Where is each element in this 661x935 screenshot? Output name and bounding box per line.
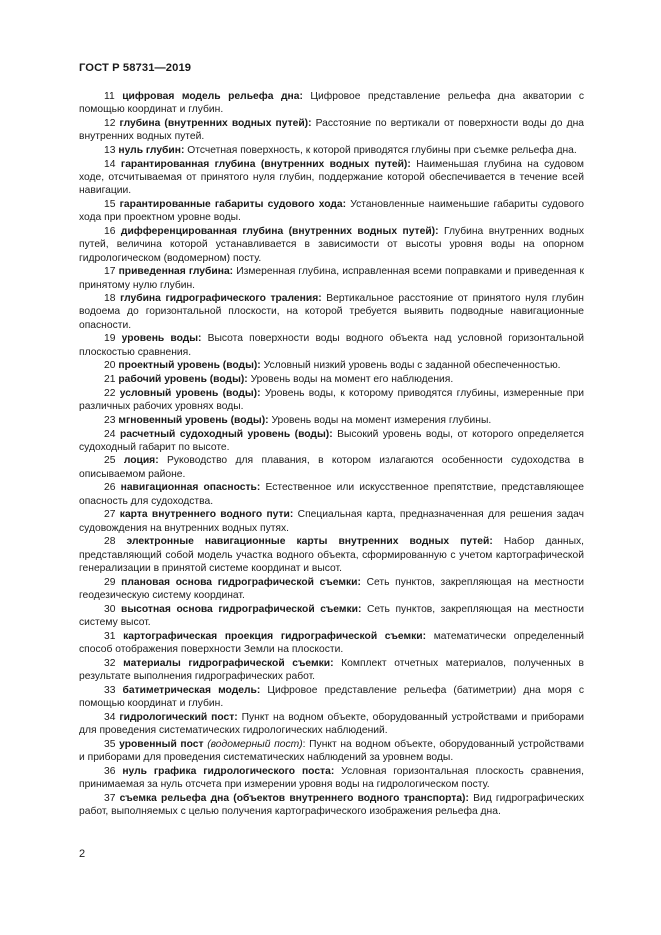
entry-definition: Высокий уровень воды, от которого определяется судоходный габарит по высоте.	[79, 428, 584, 453]
definition-entry	[79, 481, 584, 508]
entry-definition: Уровень воды на момент измерения глубины.	[271, 414, 492, 426]
entry-definition: математически определенный способ отображения поверхности Земли на плоскости.	[79, 630, 584, 655]
definition-entry	[79, 359, 584, 372]
entry-number: 28	[104, 536, 116, 548]
definition-entry	[79, 387, 584, 414]
entry-definition: Уровень воды, к которому приводятся глубины, измеренные при различных рабочих уровнях воды.	[79, 387, 584, 413]
entry-term: рабочий уровень (воды):	[118, 374, 248, 386]
definition-entry	[79, 792, 584, 819]
entry-term: мгновенный уровень (воды):	[118, 414, 269, 426]
entry-number: 23	[104, 414, 116, 426]
definition-entry	[79, 508, 584, 535]
entry-number: 21	[104, 374, 116, 386]
entry-definition: Измеренная глубина, исправленная всеми поправками и приведенная к принятому нулю глубин.	[79, 266, 584, 291]
definition-entry	[79, 198, 584, 225]
entry-number: 27	[104, 509, 116, 521]
entry-definition: Расстояние по вертикали от поверхности воды до дна внутренних водных путей.	[79, 117, 584, 143]
entry-number: 19	[104, 333, 116, 345]
definition-entry	[79, 603, 584, 630]
entry-definition: Специальная карта, предназначенная для решения задач судовождения на внутренних водных путях.	[79, 509, 584, 534]
entry-number: 37	[104, 792, 116, 804]
entry-term: дифференцированная глубина (внутренних водных путей):	[120, 225, 439, 237]
definition-entry	[79, 144, 584, 157]
entry-number: 11	[104, 91, 115, 102]
definition-entry	[79, 292, 584, 332]
entry-term: материалы гидрографической съемки:	[123, 657, 334, 669]
entry-number: 34	[104, 711, 116, 723]
entry-definition: Цифровое представление рельефа (батиметрии) дна моря с помощью координат и глубин.	[79, 684, 584, 709]
entry-term: глубина гидрографического траления:	[120, 293, 322, 305]
entry-definition: Глубина внутренних водных путей, величина которой устанавливается в зависимости от высоты уровня воды на опорном гидрологическом (водомерном) посту.	[79, 225, 584, 264]
entry-term: батиметрическая модель:	[122, 684, 261, 696]
entry-term: гарантированные габариты судового хода:	[119, 198, 347, 210]
entry-synonym: (водомерный пост)	[207, 738, 303, 750]
definition-entry	[79, 332, 584, 359]
definition-entry	[79, 576, 584, 603]
entry-number: 14	[104, 158, 116, 170]
definition-entry	[79, 535, 584, 575]
entry-term: нуль глубин:	[118, 144, 185, 156]
entry-definition: Цифровое представление рельефа дна акватории с помощью координат и глубин.	[79, 91, 584, 116]
entry-term: карта внутреннего водного пути:	[119, 509, 294, 521]
definition-entry	[79, 265, 584, 292]
definition-entry	[79, 630, 584, 657]
entry-term: гидрологический пост:	[119, 711, 238, 723]
definition-entry	[79, 414, 584, 427]
entry-definition: Условный низкий уровень воды с заданной обеспеченностью.	[263, 360, 561, 372]
entry-definition: Уровень воды на момент его наблюдения.	[250, 374, 454, 386]
definition-entry	[79, 373, 584, 386]
entry-number: 12	[104, 117, 116, 129]
entry-number: 26	[104, 482, 116, 494]
entry-number: 16	[104, 225, 116, 237]
entry-definition: Сеть пунктов, закрепляющая на местности систему высот.	[79, 603, 584, 628]
entry-number: 24	[104, 428, 116, 440]
entry-definition: Высота поверхности воды водного объекта над условной горизонтальной плоскостью сравнения.	[79, 333, 584, 358]
entry-number: 22	[104, 387, 116, 399]
entry-definition: Набор данных, представляющий собой модель участка водного объекта, сформированную с учетом картографической генерализации в принятой системе координат и высот.	[79, 536, 584, 575]
definition-entry	[79, 225, 584, 265]
entry-number: 33	[104, 684, 116, 696]
entry-number: 29	[104, 576, 116, 588]
definition-entry	[79, 454, 584, 481]
entry-term: нуль графика гидрологического поста:	[122, 765, 335, 777]
definition-entry	[79, 765, 584, 792]
entry-definition: Естественное или искусственное препятствие, представляющее опасность для судоходства.	[79, 482, 584, 507]
entry-definition: Руководство для плавания, в котором излагаются особенности судоходства в описываемом районе.	[79, 455, 584, 480]
entry-definition: Установленные наименьшие габариты судового хода при проектном уровне воды.	[79, 198, 584, 224]
entry-term: навигационная опасность:	[120, 482, 261, 494]
document-header: ГОСТ Р 58731—2019	[79, 62, 192, 74]
entry-number: 13	[104, 144, 116, 156]
entry-definition: : Пункт на водном объекте, оборудованный устройствами и приборами для проведения систематических наблюдений за уровнем воды.	[79, 738, 584, 763]
entry-number: 35	[104, 738, 116, 750]
entry-number: 36	[104, 765, 116, 777]
entry-term: электронные навигационные карты внутренних водных путей:	[126, 536, 493, 548]
entry-definition: Комплект отчетных материалов, полученных в результате выполнения гидрографических работ.	[79, 657, 584, 682]
entry-term: высотная основа гидрографической съемки:	[121, 603, 362, 615]
definition-entry	[79, 711, 584, 738]
entry-number: 20	[104, 360, 116, 372]
entry-definition: Пункт на водном объекте, оборудованный устройствами и приборами для проведения систематических гидрологических наблюдений.	[79, 711, 584, 736]
entry-number: 15	[104, 198, 116, 210]
entry-term: приведенная глубина:	[118, 266, 234, 278]
entry-definition: Вид гидрографических работ, выполняемых с целью получения картографического изображения рельефа дна.	[79, 792, 584, 817]
entry-number: 30	[104, 603, 116, 615]
entry-term: глубина (внутренних водных путей):	[119, 117, 312, 129]
definition-entry	[79, 428, 584, 455]
definition-entry	[79, 738, 584, 765]
entry-term: уровенный пост	[119, 738, 204, 750]
definitions-list	[79, 90, 584, 819]
entry-definition: Отсчетная поверхность, к которой приводятся глубины при съемке рельефа дна.	[187, 144, 577, 156]
page-number: 2	[79, 848, 86, 860]
entry-number: 17	[104, 266, 116, 278]
entry-term: картографическая проекция гидрографической съемки:	[123, 630, 427, 642]
entry-definition: Условная горизонтальная плоскость сравнения, принимаемая за нуль отсчета при измерении уровня воды на гидрологическом посту.	[79, 765, 584, 790]
definition-entry	[79, 684, 584, 711]
entry-term: съемка рельефа дна (объектов внутреннего водного транспорта):	[119, 792, 469, 804]
entry-definition: Наименьшая глубина на судовом ходе, отсчитываемая от принятого нуля глубин, поддержание которой обеспечивается в течение всей навигации.	[79, 158, 584, 197]
definition-entry	[79, 90, 584, 117]
definition-entry	[79, 117, 584, 144]
entry-term: лоция:	[123, 455, 159, 467]
entry-number: 32	[104, 657, 116, 669]
definition-entry	[79, 158, 584, 198]
entry-term: проектный уровень (воды):	[118, 360, 261, 372]
entry-term: условный уровень (воды):	[119, 387, 261, 399]
entry-term: расчетный судоходный уровень (воды):	[119, 428, 333, 440]
entry-term: цифровая модель рельефа дна:	[122, 91, 303, 102]
entry-term: гарантированная глубина (внутренних водных путей):	[120, 158, 411, 170]
definition-entry	[79, 657, 584, 684]
entry-definition: Сеть пунктов, закрепляющая на местности геодезическую систему координат.	[79, 576, 584, 602]
entry-number: 18	[104, 293, 116, 305]
entry-definition: Вертикальное расстояние от принятого нуля глубин водоема до горизонтальной плоскости, на которой требуется выявить подводные навигационные опасности.	[79, 293, 584, 331]
entry-term: уровень воды:	[121, 333, 202, 345]
entry-number: 25	[104, 455, 116, 467]
entry-term: плановая основа гидрографической съемки:	[121, 576, 361, 588]
entry-number: 31	[104, 630, 116, 642]
